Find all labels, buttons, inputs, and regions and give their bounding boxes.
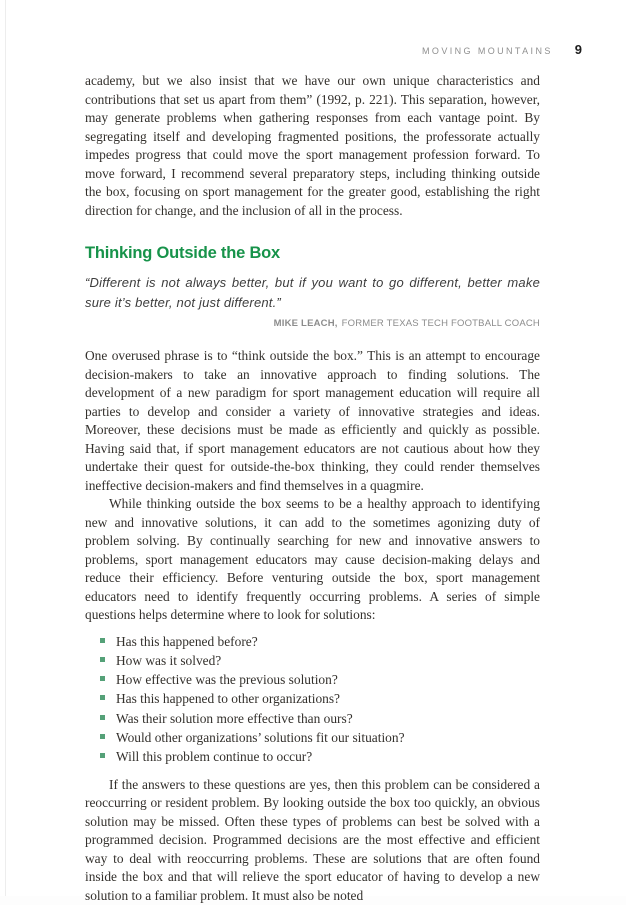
list-item [100, 632, 540, 651]
bullet-square-icon [100, 638, 105, 643]
bullet-square-icon [100, 676, 105, 681]
list-item [100, 670, 540, 689]
bullet-square-icon [100, 657, 105, 662]
running-head-title: MOVING MOUNTAINS [422, 46, 553, 56]
list-item [100, 651, 540, 670]
list-item [100, 709, 540, 728]
list-item [100, 728, 540, 747]
paragraph-if-answers: If the answers to these questions are yes, then this problem can be considered a reoccurring or resident problem. By looking outside the box too quickly, an obvious solution may be missed. Often these types of problems can best be solved with a programmed decision. Programmed decisions are the most effective and efficient way to deal with reoccurring problems. These are solutions that are often found inside the box and that will relieve the sport educator of having to develop a new solution to a familiar problem. It must also be noted [85, 776, 540, 903]
list-item [100, 747, 540, 766]
bullet-square-icon [100, 734, 105, 739]
paragraph-intro: academy, but we also insist that we have our own unique characteristics and contributions that set us apart from them” (1992, p. 221). This separation, however, may generate problems when gathering responses from each vantage point. By segregating itself and developing fragmented positions, the professorate actually impedes progress that could move the sport management profession forward. To move forward, I recommend several preparatory steps, including thinking outside the box, focusing on sport management for the greater good, establishing the right direction for change, and the inclusion of all in the process. [85, 73, 540, 218]
quote-attribution [85, 315, 540, 334]
epigraph-quote: “Different is not always better, but if you want to go different, better make sure it’s better, not just different.” [85, 274, 540, 310]
bullet-square-icon [100, 695, 105, 700]
bullet-text: Has this happened to other organizations? [116, 691, 340, 707]
bullet-text: Will this problem continue to occur? [116, 749, 313, 765]
paragraph-one-overused: One overused phrase is to “think outside the box.” This is an attempt to encourage decision-makers to take an innovative approach to finding solutions. The development of a new paradigm for sport management education will require all parties to develop and consider a variety of innovative strategies and ideas. Moreover, these decisions must be made as efficiently and quickly as possible. Having said that, if sport management educators are not cautious about how they undertake their quest for outside-the-box thinking, they could render themselves ineffective decision-makers and find themselves in a quagmire. [85, 348, 540, 493]
list-item [100, 689, 540, 708]
bullet-text: Has this happened before? [116, 633, 258, 649]
bullet-text: How effective was the previous solution? [116, 672, 338, 688]
attribution-name: MIKE LEACH, [273, 317, 338, 329]
attribution-title: FORMER TEXAS TECH FOOTBALL COACH [341, 317, 540, 329]
question-list [85, 632, 540, 767]
body-copy [85, 72, 540, 905]
bullet-text: How was it solved? [116, 652, 222, 668]
running-header [85, 42, 582, 58]
paragraph-while: While thinking outside the box seems to be a healthy approach to identifying new and innovative solutions, it can add to the sometimes agonizing duty of problem solving. By continually searching for new and innovative answers to problems, sport management educators may cause decision-making delays and reduce their efficiency. Before venturing outside the box, sport management educators need to identify frequently occurring problems. A series of simple questions helps determine where to look for solutions: [85, 496, 540, 622]
bullet-text: Would other organizations’ solutions fit our situation? [116, 729, 405, 745]
bullet-text: Was their solution more effective than ours? [116, 710, 353, 726]
page-edge-line [5, 0, 6, 896]
section-heading: Thinking Outside the Box [85, 244, 281, 262]
bullet-square-icon [100, 715, 105, 720]
page-number: 9 [574, 42, 582, 57]
bullet-square-icon [100, 753, 105, 758]
